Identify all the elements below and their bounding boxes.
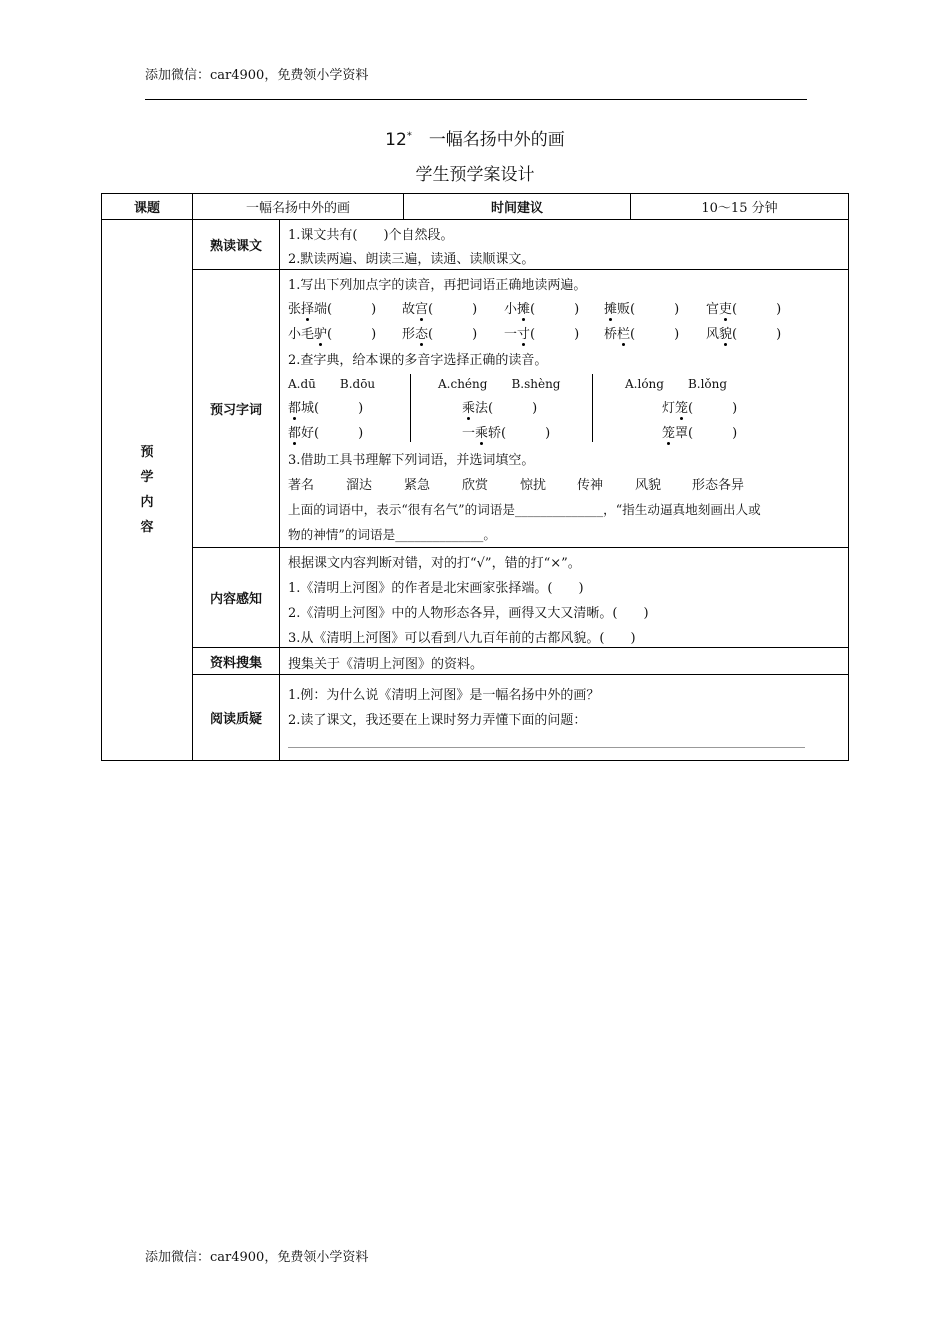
content-check: 根据课文内容判断对错，对的打“√”，错的打“×”。 1.《清明上河图》的作者是北宋画家张择端。( ) 2.《清明上河图》中的人物形态各异，画得又大又清晰。( ) 3.从《清明上河图》可以看到八九百年前的古都风貌。( ) xyxy=(279,547,849,648)
vocab-item: 惊扰 xyxy=(520,478,547,493)
topic-label: 课题 xyxy=(101,193,193,220)
polyphone-word: 灯笼( ) xyxy=(662,397,737,416)
fill-blank: 物的神情”的词语是______________。 xyxy=(288,527,496,542)
reading-content: 1.课文共有( )个自然段。 2.默读两遍、朗读三遍，读通、读顺课文。 xyxy=(279,219,849,270)
statement: 3.从《清明上河图》可以看到八九百年前的古都风貌。( ) xyxy=(288,631,636,646)
lesson-subtitle: 学生预学案设计 xyxy=(415,165,535,185)
polyphone-word: 都好( ) xyxy=(288,422,363,441)
polyphone-options: A.chéng B.shèng xyxy=(438,377,561,391)
header-divider xyxy=(145,99,807,100)
word-item: 桥栏( ) xyxy=(604,323,679,342)
vocab-item: 传神 xyxy=(577,478,604,493)
word-item: 故宫( ) xyxy=(402,298,477,317)
word-item: 形态( ) xyxy=(402,323,477,342)
lesson-title: 12* 一幅名扬中外的画 xyxy=(385,130,565,150)
content-label: 内容感知 xyxy=(192,547,280,648)
vocab-item: 欣赏 xyxy=(462,478,489,493)
fill-blank: 上面的词语中，表示“很有名气”的词语是______________，“指生动逼真地刻画出人或 xyxy=(288,502,761,517)
page-footer: 添加微信：car4900，免费领小学资料 xyxy=(145,1250,369,1265)
vocab-item: 溜达 xyxy=(346,478,373,493)
polyphone-word: 乘法( ) xyxy=(462,397,537,416)
materials-content: 搜集关于《清明上河图》的资料。 xyxy=(279,647,849,675)
word-item: 张择端( ) xyxy=(288,298,376,317)
polyphone-word: 都城( ) xyxy=(288,397,363,416)
reading-label: 熟读课文 xyxy=(192,219,280,270)
word-item: 一寸( ) xyxy=(504,323,579,342)
word-item: 摊贩( ) xyxy=(604,298,679,317)
statement: 1.《清明上河图》的作者是北宋画家张择端。( ) xyxy=(288,581,584,596)
group-divider xyxy=(592,374,593,442)
page-header: 添加微信：car4900，免费领小学资料 xyxy=(145,68,369,83)
vocab-item: 风貌 xyxy=(635,478,662,493)
polyphone-options: A.dū B.dōu xyxy=(288,377,376,391)
polyphone-options: A.lóng B.lǒng xyxy=(625,377,728,391)
questions-content: 1.例：为什么说《清明上河图》是一幅名扬中外的画？ 2.读了课文，我还要在上课时努力弄懂下面的问题： xyxy=(279,674,849,761)
time-label: 时间建议 xyxy=(403,193,631,220)
word-item: 官吏( ) xyxy=(706,298,781,317)
word-item: 小毛驴( ) xyxy=(288,323,376,342)
polyphone-word: 一乘轿( ) xyxy=(462,422,550,441)
answer-line xyxy=(288,747,805,748)
questions-label: 阅读质疑 xyxy=(192,674,280,761)
group-divider xyxy=(410,374,411,442)
vocab-item: 紧急 xyxy=(404,478,431,493)
vocab-item: 形态各异 xyxy=(692,478,745,493)
polyphone-word: 笼罩( ) xyxy=(662,422,737,441)
vocab-item: 著名 xyxy=(288,478,315,493)
materials-label: 资料搜集 xyxy=(192,647,280,675)
word-item: 风貌( ) xyxy=(706,323,781,342)
time-value: 10～15 分钟 xyxy=(630,193,849,220)
topic-value: 一幅名扬中外的画 xyxy=(192,193,404,220)
word-item: 小摊( ) xyxy=(504,298,579,317)
section-label: 预 学 内 容 xyxy=(101,219,193,761)
words-content: 1.写出下列加点字的读音，再把词语正确地读两遍。 张择端( ) 故宫( ) 小摊( ) 摊贩( ) 官吏( ) 小毛驴( ) 形态( ) 一寸( ) 桥栏( ) 风貌( ) 2.查字典，给本课的多音字选择正确的读音。 A.dū B.dōu 都城( ) 都好( ) A.chéng B.shèng 乘法( ) 一乘轿( ) A.lóng B.lǒng 灯笼( ) 笼罩( ) 3.借助工具书理解下列词语，并选词填空。 著名 溜达 紧急 欣赏 惊扰 传神 风貌 形态各异 上面的词语中，表示“很有名气”的词语是______________，“指生动逼真地刻画出人或 物的神情”的词语是______________。 xyxy=(279,269,849,548)
words-label: 预习字词 xyxy=(192,269,280,548)
statement: 2.《清明上河图》中的人物形态各异，画得又大又清晰。( ) xyxy=(288,606,649,621)
